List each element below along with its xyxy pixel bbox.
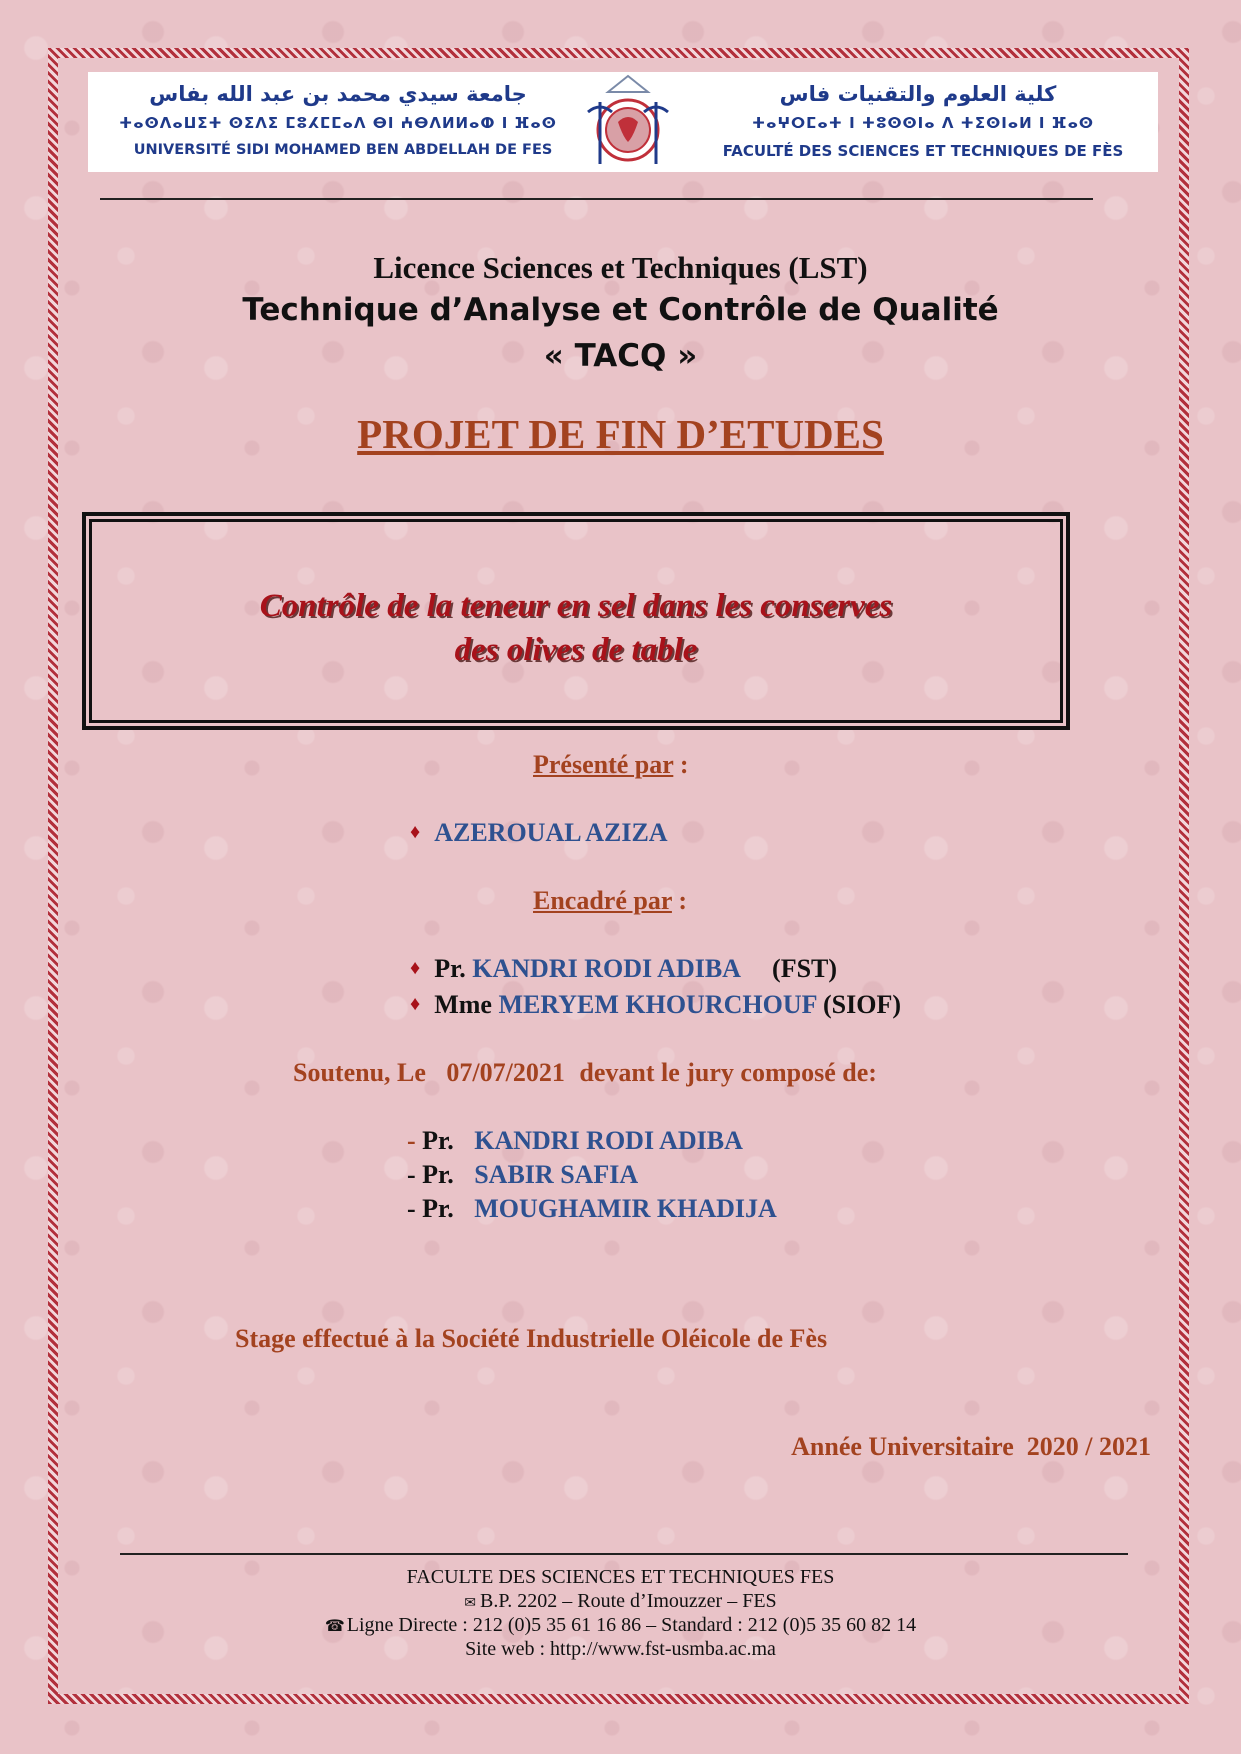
presented-by-label: Présenté par :	[533, 750, 689, 779]
supervisor-row	[410, 954, 837, 984]
footer-address: ✉ B.P. 2202 – Route d’Imouzzer – FES	[464, 1590, 777, 1612]
defense-statement	[293, 1058, 877, 1088]
jury-name: KANDRI RODI ADIBA	[474, 1126, 743, 1155]
defense-date: 07/07/2021	[446, 1058, 565, 1087]
jury-member-row: - Pr. SABIR SAFIA	[407, 1160, 639, 1189]
jury-name: MOUGHAMIR KHADIJA	[474, 1194, 777, 1223]
supervisor-name: MERYEM KHOURCHOUF	[498, 990, 817, 1019]
program-name: Technique d’Analyse et Contrôle de Qualité	[242, 292, 999, 328]
mail-icon: ✉	[464, 1596, 477, 1611]
thesis-title-line-2: des olives de table	[454, 632, 698, 668]
jury-title: Pr.	[422, 1126, 454, 1155]
bullet-diamond-icon: ♦	[410, 957, 421, 979]
supervisor-affiliation: (SIOF)	[823, 990, 902, 1019]
supervisor-title: Mme	[434, 990, 492, 1019]
bullet-diamond-icon: ♦	[410, 993, 421, 1015]
footer-institution: FACULTE DES SCIENCES ET TECHNIQUES FES	[406, 1566, 835, 1588]
footer-divider	[120, 1553, 1128, 1555]
supervised-by-label: Encadré par :	[533, 886, 688, 915]
faculty-name-tifinagh: ⵜⴰⵖⵔⵎⴰⵜ ⵏ ⵜⵓⵙⵙⵏⴰ ⴷ ⵜⵉⵙⵏⴰⵍ ⵏ ⴼⴰⵙ	[751, 114, 1095, 132]
university-emblem-icon	[578, 72, 678, 172]
academic-year: Année Universitaire 2020 / 2021	[791, 1432, 1151, 1461]
jury-member-row: - Pr. KANDRI RODI ADIBA	[407, 1126, 743, 1155]
bullet-diamond-icon: ♦	[410, 821, 421, 843]
faculty-name-french: FACULTÉ DES SCIENCES ET TECHNIQUES DE FÈS	[722, 142, 1124, 160]
jury-title: Pr.	[422, 1160, 454, 1189]
defense-prefix: Soutenu, Le	[293, 1058, 426, 1087]
supervisor-affiliation: (FST)	[772, 954, 838, 983]
header-divider	[100, 198, 1093, 200]
internship-statement: Stage effectué à la Société Industrielle Oléicole de Fès	[235, 1324, 828, 1353]
program-acronym: « TACQ »	[543, 338, 698, 374]
university-name-french: UNIVERSITÉ SIDI MOHAMED BEN ABDELLAH DE FES	[133, 142, 553, 158]
telephone-icon: ☎	[324, 1618, 345, 1635]
jury-member-row: - Pr. MOUGHAMIR KHADIJA	[407, 1194, 777, 1223]
header-banner	[88, 72, 1158, 172]
faculty-name-arabic: كلية العلوم والتقنيات فاس	[779, 82, 1057, 106]
university-name-arabic: جامعة سيدي محمد بن عبد الله بفاس	[149, 82, 527, 106]
thesis-title-line-1: Contrôle de la teneur en sel dans les conserves	[259, 588, 893, 624]
thesis-title	[0, 584, 1152, 672]
supervisor-name: KANDRI RODI ADIBA	[472, 954, 740, 983]
student-name: AZEROUAL AZIZA	[434, 818, 668, 847]
program-degree: Licence Sciences et Techniques (LST)	[373, 250, 868, 285]
footer-website: Site web : http://www.fst-usmba.ac.ma	[465, 1638, 776, 1660]
document-type-heading: PROJET DE FIN D’ETUDES	[357, 411, 884, 457]
jury-name: SABIR SAFIA	[474, 1160, 639, 1189]
supervisor-title: Pr.	[434, 954, 466, 983]
student-name-row	[410, 818, 668, 848]
supervisor-row	[410, 990, 901, 1020]
jury-title: Pr.	[422, 1194, 454, 1223]
defense-suffix: devant le jury composé de:	[579, 1058, 877, 1087]
footer-phone: ☎ Ligne Directe : 212 (0)5 35 61 16 86 – Standard : 212 (0)5 35 60 82 14	[324, 1614, 917, 1636]
university-name-tifinagh: ⵜⴰⵙⴷⴰⵡⵉⵜ ⵙⵉⴷⵉ ⵎⵓⵃⵎⵎⴰⴷ ⴱⵏ ⵄⴱⴷⵍⵍⴰⵀ ⵏ ⴼⴰⵙ	[119, 114, 557, 132]
